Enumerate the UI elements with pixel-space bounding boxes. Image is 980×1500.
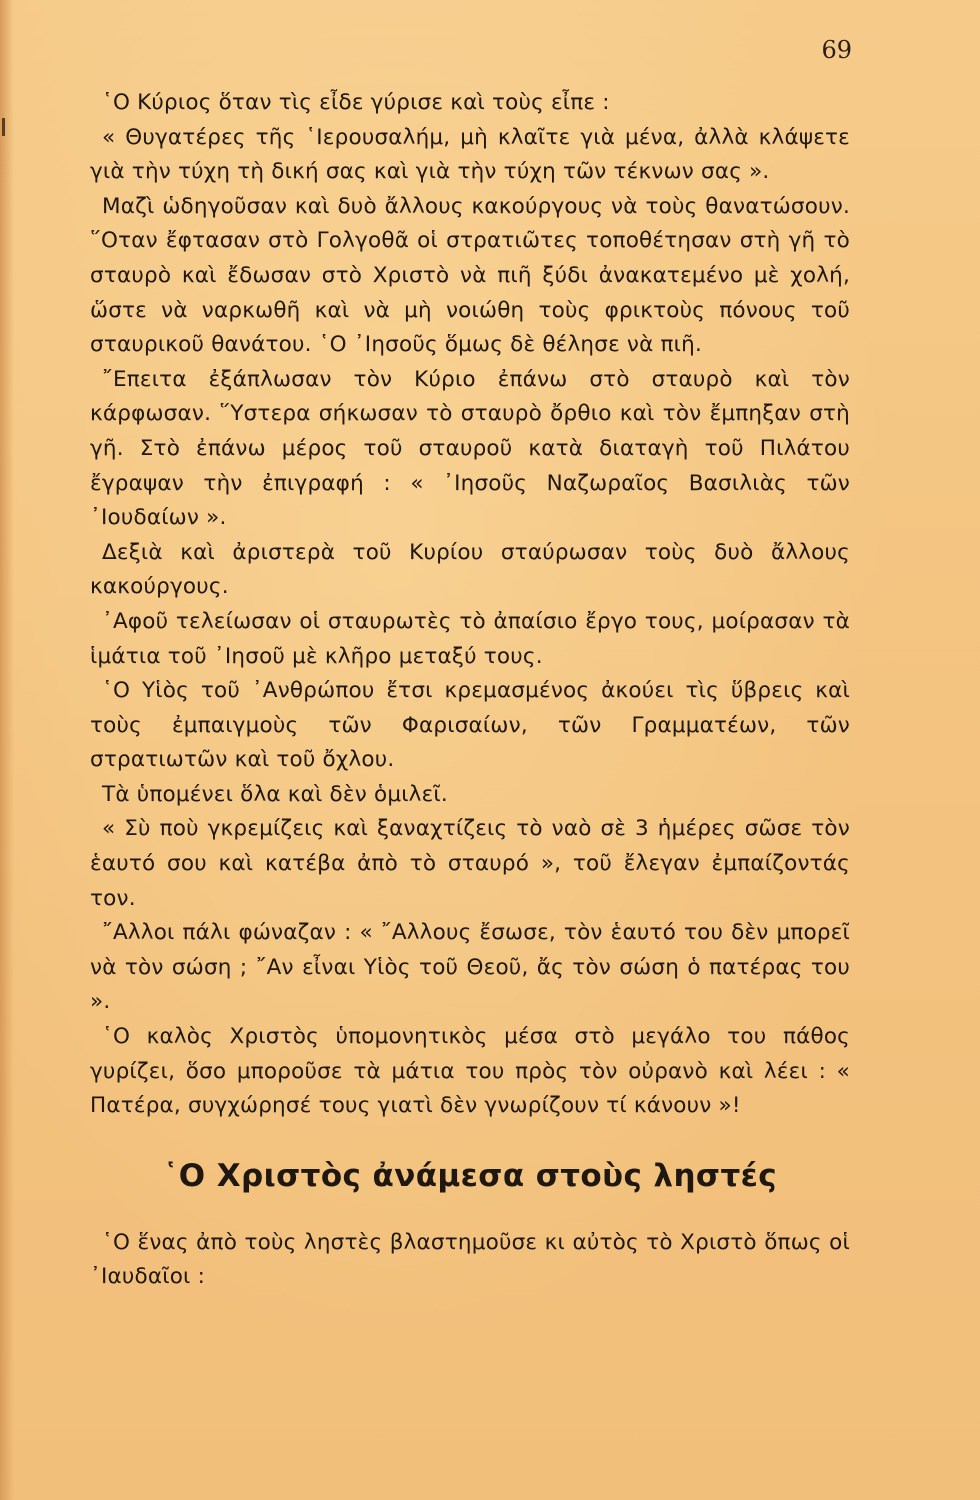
paragraph-4: ῎Επειτα ἐξάπλωσαν τὸν Κύριο ἐπάνω στὸ σταυρὸ καὶ τὸν κάρφωσαν. ῞Υστερα σήκωσαν τὸ σταυρὸ ὄρθιο καὶ τὸν ἔμπηξαν στὴ γῆ. Στὸ ἐπάνω μέρος τοῦ σταυροῦ κατὰ διαταγὴ τοῦ Πιλάτου ἔγραψαν τὴν ἐπιγραφή : « ᾿Ιησοῦς Ναζωραῖος Βασιλιὰς τῶν ᾿Ιουδαίων ».	[90, 366, 850, 531]
paragraph-11: ῾Ο καλὸς Χριστὸς ὑπομονητικὸς μέσα στὸ μεγάλο του πάθος γυρίζει, ὅσο μποροῦσε τὰ μάτια του πρὸς τὸν οὐρανὸ καὶ λέει : « Πατέρα, συγχώρησέ τους γιατὶ δὲν γνωρίζουν τί κάνουν »!	[90, 1024, 850, 1119]
page-body-text	[90, 86, 850, 1295]
section-heading: ῾Ο Χριστὸς ἀνάμεσα στοὺς ληστές	[162, 1157, 778, 1194]
paragraph-5: Δεξιὰ καὶ ἀριστερὰ τοῦ Κυρίου σταύρωσαν τοὺς δυὸ ἄλλους κακούργους.	[90, 539, 850, 600]
page-edge-shadow	[0, 0, 14, 1500]
paragraph-7: ῾Ο Υἱὸς τοῦ ᾿Ανθρώπου ἔτσι κρεμασμένος ἀκούει τὶς ὕβρεις καὶ τοὺς ἐμπαιγμοὺς τῶν Φαρισαίων, τῶν Γραμματέων, τῶν στρατιωτῶν καὶ τοῦ ὄχλου.	[90, 678, 850, 773]
paragraph-1: ῾Ο Κύριος ὅταν τὶς εἶδε γύρισε καὶ τοὺς εἶπε :	[102, 90, 610, 115]
binding-mark	[2, 118, 5, 136]
paragraph-2: « Θυγατέρες τῆς ῾Ιερουσαλήμ, μὴ κλαῖτε γιὰ μένα, ἀλλὰ κλάψετε γιὰ τὴν τύχη τὴ δική σας καὶ γιὰ τὴν τύχη τῶν τέκνων σας ».	[90, 124, 850, 185]
paragraph-6: ᾿Αφοῦ τελείωσαν οἱ σταυρωτὲς τὸ ἀπαίσιο ἔργο τους, μοίρασαν τὰ ἱμάτια τοῦ ᾿Ιησοῦ μὲ κλῆρο μεταξύ τους.	[90, 608, 850, 669]
section-paragraph-1: ῾Ο ἕνας ἀπὸ τοὺς ληστὲς βλαστημοῦσε κι αὐτὸς τὸ Χριστὸ ὅπως οἱ ᾿Ιαυδαῖοι :	[90, 1229, 850, 1290]
page-number: 69	[821, 36, 852, 64]
paragraph-9: « Σὺ ποὺ γκρεμίζεις καὶ ξαναχτίζεις τὸ ναὸ σὲ 3 ἡμέρες σῶσε τὸν ἑαυτό σου καὶ κατέβα ἀπὸ τὸ σταυρό », τοῦ ἔλεγαν ἐμπαίζοντάς τον.	[90, 816, 850, 911]
paragraph-8: Τὰ ὑπομένει ὅλα καὶ δὲν ὁμιλεῖ.	[102, 781, 448, 807]
paragraph-3: Μαζὶ ὡδηγοῦσαν καὶ δυὸ ἄλλους κακούργους νὰ τοὺς θανατώσουν. ῞Οταν ἔφτασαν στὸ Γολγοθᾶ οἱ στρατιῶτες τοποθέτησαν στὴ γῆ τὸ σταυρὸ καὶ ἔδωσαν στὸ Χριστὸ νὰ πιῆ ξύδι ἀνακατεμένο μὲ χολή, ὥστε νὰ ναρκωθῆ καὶ νὰ μὴ νοιώθη τοὺς φρικτοὺς πόνους τοῦ σταυρικοῦ θανάτου. ῾Ο ᾿Ιησοῦς ὅμως δὲ θέλησε νὰ πιῆ.	[90, 193, 850, 358]
paragraph-10: ῎Αλλοι πάλι φώναζαν : « ῎Αλλους ἔσωσε, τὸν ἑαυτό του δὲν μπορεῖ νὰ τὸν σώση ; ῎Αν εἶναι Υἱὸς τοῦ Θεοῦ, ἄς τὸν σώση ὁ πατέρας του ».	[90, 920, 850, 1015]
